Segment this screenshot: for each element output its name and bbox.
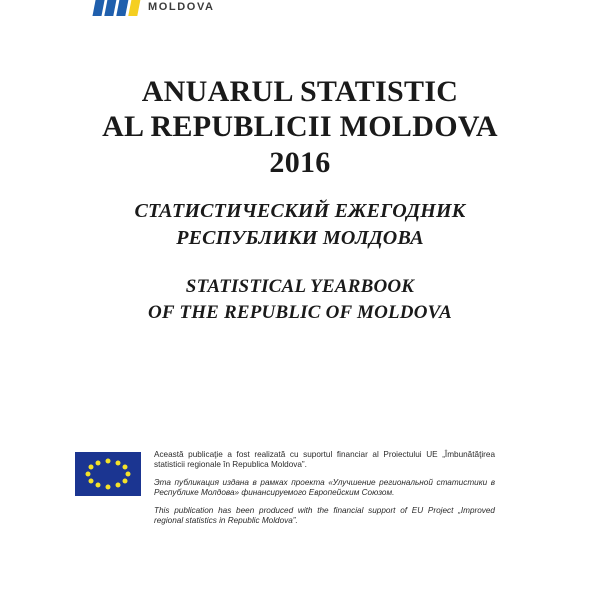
eu-star-icon — [96, 483, 101, 488]
logo-wordmark: MOLDOVA — [148, 1, 215, 13]
statistica-moldova-logo — [95, 0, 215, 16]
title-russian-line1: СТАТИСТИЧЕСКИЙ ЕЖЕГОДНИК — [134, 200, 466, 222]
logo-bars-icon — [95, 0, 143, 16]
disclaimer-paragraph-russian: Эта публикация издана в рамках проекта «Улучшение региональной статистики в Республике Молдова» финансируемого Европейским Союзом. — [154, 477, 495, 498]
eu-star-icon — [115, 483, 120, 488]
disclaimer-paragraph-english: This publication has been produced with the financial support of EU Project „Improved regional statistics in Republic Moldova”. — [154, 505, 495, 526]
title-english — [0, 274, 600, 326]
eu-star-icon — [88, 478, 93, 483]
eu-funding-disclaimer — [75, 450, 495, 526]
european-union-flag — [75, 452, 141, 496]
publication-year: 2016 — [269, 146, 331, 179]
eu-star-icon — [125, 472, 130, 477]
eu-star-icon — [115, 460, 120, 465]
eu-star-icon — [88, 465, 93, 470]
disclaimer-paragraph-romanian: Această publicaţie a fost realizată cu suportul financiar al Proiectului UE „Îmbunătăţirea statisticii regionale în Republica Moldova”. — [154, 450, 495, 470]
eu-star-icon — [106, 485, 111, 490]
title-english-line2: OF THE REPUBLIC OF MOLDOVA — [148, 302, 452, 323]
title-romanian-line2: AL REPUBLICII MOLDOVA — [102, 110, 498, 143]
disclaimer-text-block — [154, 450, 495, 526]
title-russian-line2: РЕСПУБЛИКИ МОЛДОВА — [176, 227, 424, 249]
title-romanian-line1: ANUARUL STATISTIC — [141, 75, 459, 108]
eu-star-icon — [123, 465, 128, 470]
title-romanian — [0, 74, 600, 180]
title-english-line1: STATISTICAL YEARBOOK — [185, 276, 415, 297]
eu-star-icon — [123, 478, 128, 483]
eu-star-icon — [106, 458, 111, 463]
title-russian — [0, 198, 600, 252]
logo-banner — [0, 0, 600, 16]
logo-bar-yellow — [128, 0, 142, 16]
eu-star-icon — [86, 472, 91, 477]
eu-star-icon — [96, 460, 101, 465]
